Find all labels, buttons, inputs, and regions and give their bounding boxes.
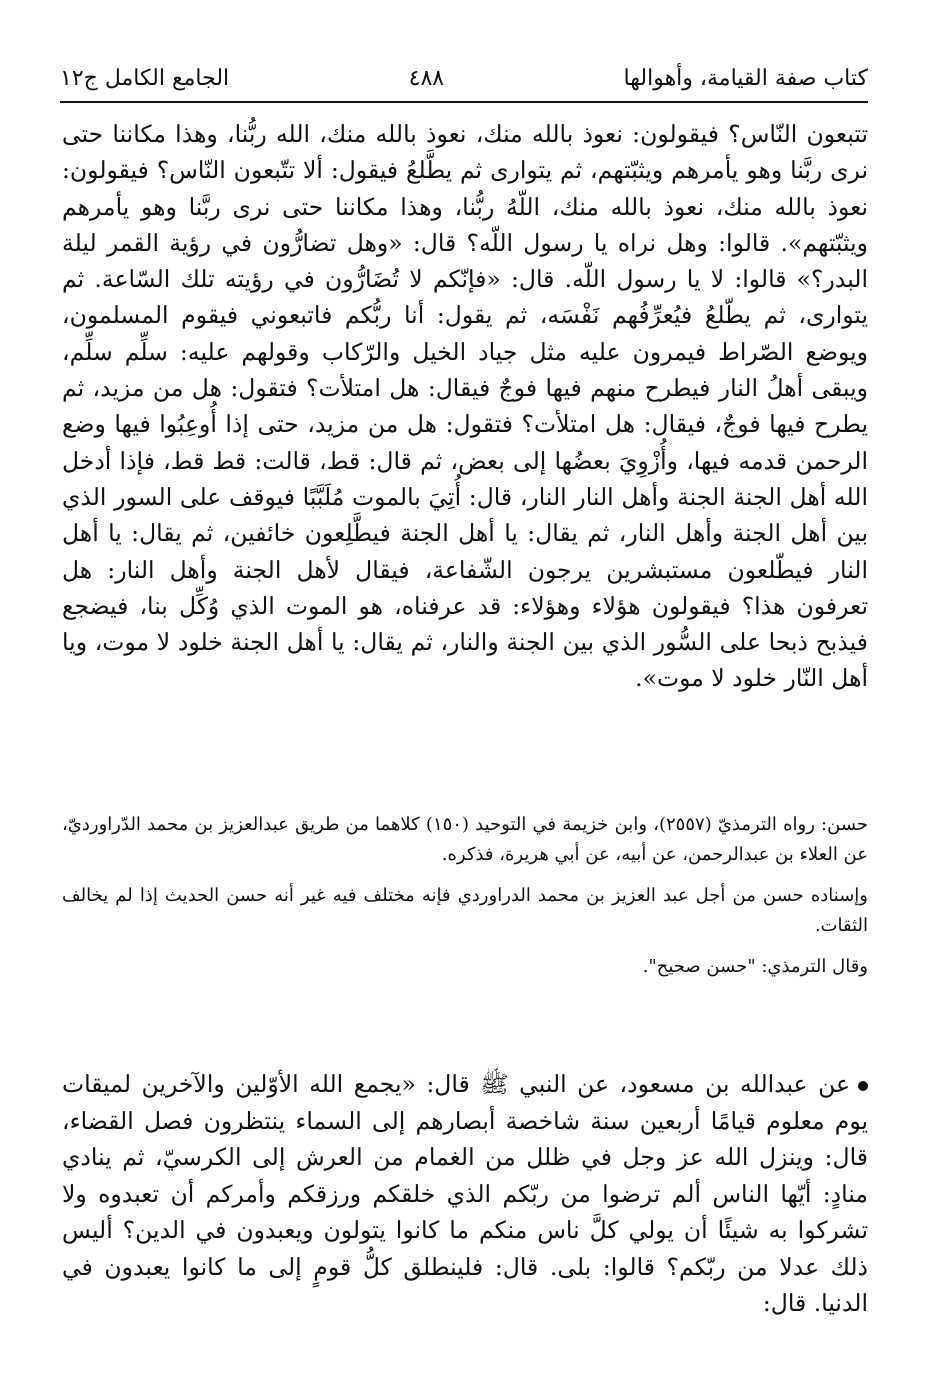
second-hadith-text: عن عبدالله بن مسعود، عن النبي ﷺ قال: «يجمع الله الأوّلين والآخرين لميقات يوم معلوم قيامًا أربعين سنة شاخصة أبصارهم إلى السماء ينتظرون فصل القضاء، قال: وينزل الله عز وجل في ظلل من الغمام من العرش إلى الكرسيّ، ثم ينادي منادٍ: أيّها الناس ألم ترضوا من ربّكم الذي خلقكم ورزقكم وأمركم أن تعبدوه ولا تشركوا به شيئًا أن يولي كلَّ ناس منكم ما كانوا يتولون ويعبدون في الدين؟ أليس ذلك عدلا من ربّكم؟ قالوا: بلى. قال: فلينطلق كلُّ قومٍ إلى ما كانوا يعبدون في الدنيا. قال:: [62, 1070, 868, 1317]
footnotes: [62, 810, 868, 994]
second-hadith-paragraph: [62, 1066, 868, 1322]
header-divider: [60, 101, 868, 103]
footnote-takhrij: حسن: رواه الترمذيّ (٢٥٥٧)، وابن خزيمة في التوحيد (١٥٠) كلاهما من طريق عبدالعزيز بن محمد الدّراورديّ، عن العلاء بن عبدالرحمن، عن أبيه، عن أبي هريرة، فذكره.: [62, 814, 869, 865]
footnote-isnad: وإسناده حسن من أجل عبد العزيز بن محمد الدراوردي فإنه مختلف فيه غير أنه حسن الحديث إذا لم يخالف الثقات.: [62, 885, 868, 936]
second-hadith: [62, 1066, 868, 1322]
hadith-paragraph: تتبعون النّاس؟ فيقولون: نعوذ بالله منك، نعوذ بالله منك، الله ربُّنا، وهذا مكاننا حتى نرى ربَّنا وهو يأمرهم ويثبّتهم، ثم يتوارى ثم يطَّلعُ فيقول: ألا تتّبعون النّاس؟ فيقولون: نعوذ بالله منك، نعوذ بالله منك، اللّهُ ربُّنا، وهذا مكاننا حتى نرى ربَّنا وهو يأمرهم ويثبّتهم». قالوا: وهل نراه يا رسول اللّه؟ قال: «وهل تضارُّون في رؤية القمر ليلة البدر؟» قالوا: لا يا رسول اللّه. قال: «فإنّكم لا تُضَارُّون في رؤيته تلك السّاعة. ثم يتوارى، ثم يطّلعُ فيُعرِّفُهم نَفْسَه، ثم يقول: أنا ربُّكم فاتبعوني فيقوم المسلمون، ويوضع الصّراط فيمرون عليه مثل جياد الخيل والرّكاب وقولهم عليه: سلِّم سلِّم، ويبقى أهلُ النار فيطرح منهم فيها فوجٌ فيقال: هل امتلأت؟ فتقول: هل من مزيد، ثم يطرح فيها فوجٌ، فيقال: هل امتلأت؟ فتقول: هل من مزيد، حتى إذا أُوعِبُوا فيها وضع الرحمن قدمه فيها، وأُزْوِيَ بعضُها إلى بعض، ثم قال: قط، قالت: قط قط، فإذا أدخل الله أهل الجنة الجنة وأهل النار النار، قال: أُتِيَ بالموت مُلَبَّبًا فيوقف على السور الذي بين أهل الجنة وأهل النار، ثم يقال: يا أهل الجنة فيطَّلِعون خائفين، ثم يقال: يا أهل النار فيطّلعون مستبشرين يرجون الشّفاعة، فيقال لأهل الجنة وأهل النار: هل تعرفون هذا؟ فيقولون هؤلاء وهؤلاء: قد عرفناه، هو الموت الذي وُكِّل بنا، فيضجع فيذبح ذبحا على السُّور الذي بين الجنة والنار، ثم يقال: يا أهل الجنة خلود لا موت، ويا أهل النّار خلود لا موت».: [62, 120, 868, 693]
main-hadith-text: [62, 116, 868, 697]
page-number: ٤٨٨: [408, 65, 445, 91]
page-header: [60, 58, 868, 98]
chapter-title: كتاب صفة القيامة، وأهوالها: [623, 65, 868, 91]
bullet-icon: [858, 1081, 868, 1091]
book-title: الجامع الكامل ج١٢: [60, 65, 230, 91]
footnote-tirmidhi: وقال الترمذي: "حسن صحيح".: [642, 956, 868, 977]
